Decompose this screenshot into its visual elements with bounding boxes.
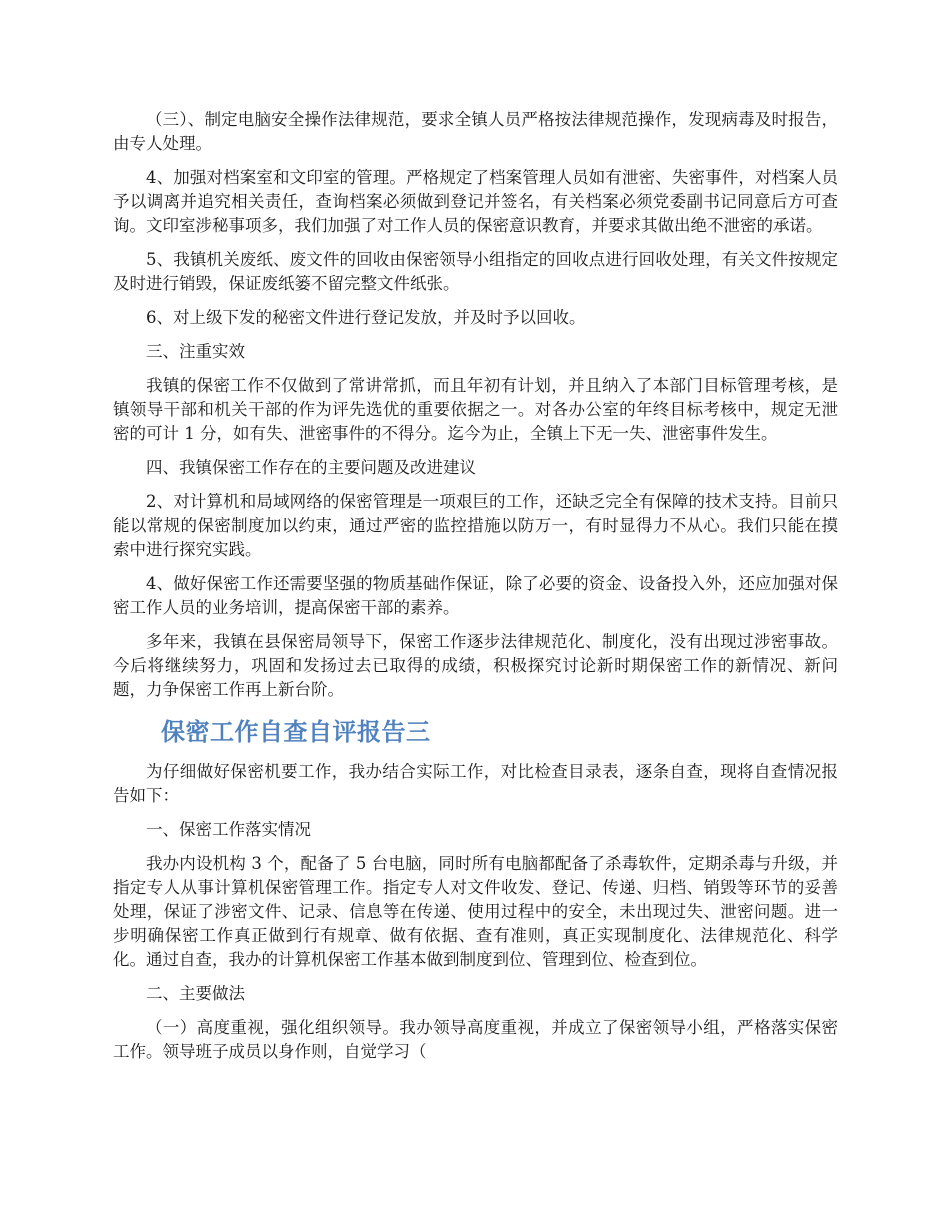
paragraph-effectiveness-details: 我镇的保密工作不仅做到了常讲常抓，而且年初有计划，并且纳入了本部门目标管理考核，是镇领导干部和机关干部的作为评先选优的重要依据之一。对各办公室的年终目标考核中，规定无泄密的可计 1 分，如有失、泄密事件的不得分。迄今为止，全镇上下无一失、泄密事件发生。 bbox=[113, 376, 838, 443]
paragraph-material-foundation: 4、做好保密工作还需要坚强的物质基础作保证，除了必要的资金、设备投入外，还应加强对保密工作人员的业务培训，提高保密干部的素养。 bbox=[113, 574, 838, 617]
paragraph-leadership: （一）高度重视，强化组织领导。我办领导高度重视，并成立了保密领导小组，严格落实保密工作。领导班子成员以身作则，自觉学习（ bbox=[113, 1018, 838, 1061]
paragraph-network-security-problem: 2、对计算机和局域网络的保密管理是一项艰巨的工作，还缺乏完全有保障的技术支持。目前只能以常规的保密制度加以约束，通过严密的监控措施以防万一，有时显得力不从心。我们只能在摸索中进行探究实践。 bbox=[113, 492, 838, 559]
report-title: 保密工作自查自评报告三 bbox=[161, 718, 431, 746]
paragraph-secret-document-registration: 6、对上级下发的秘密文件进行登记发放，并及时予以回收。 bbox=[146, 308, 586, 327]
paragraph-computer-security-rules: （三）、制定电脑安全操作法律规范，要求全镇人员严格按法律规范操作，发现病毒及时报告，由专人处理。 bbox=[113, 110, 838, 153]
paragraph-archive-management: 4、加强对档案室和文印室的管理。严格规定了档案管理人员如有泄密、失密事件，对档案人员予以调离并追究相关责任，查询档案必须做到登记并签名，有关档案必须党委副书记同意后方可查询。文印室涉秘事项多，我们加强了对工作人员的保密意识教育，并要求其做出绝不泄密的承诺。 bbox=[113, 168, 838, 235]
paragraph-waste-paper-recycling: 5、我镇机关废纸、废文件的回收由保密领导小组指定的回收点进行回收处理，有关文件按规定及时进行销毁，保证废纸篓不留完整文件纸张。 bbox=[113, 250, 838, 293]
section-heading-main-practices: 二、主要做法 bbox=[146, 984, 245, 1003]
document-page bbox=[113, 108, 838, 1074]
paragraph-implementation-details: 我办内设机构 3 个，配备了 5 台电脑，同时所有电脑都配备了杀毒软件，定期杀毒与升级，并指定专人从事计算机保密管理工作。指定专人对文件收发、登记、传递、归档、销毁等环节的妥善处理，保证了涉密文件、记录、信息等在传递、使用过程中的安全，未出现过失、泄密问题。进一步明确保密工作真正做到行有规章、做有依据、查有准则，真正实现制度化、法律规范化、科学化。通过自查，我办的计算机保密工作基本做到制度到位、管理到位、检查到位。 bbox=[113, 854, 838, 969]
section-heading-implementation: 一、保密工作落实情况 bbox=[146, 820, 311, 839]
section-heading-problems: 四、我镇保密工作存在的主要问题及改进建议 bbox=[146, 458, 476, 477]
section-heading-effectiveness: 三、注重实效 bbox=[146, 342, 245, 361]
paragraph-conclusion: 多年来，我镇在县保密局领导下，保密工作逐步法律规范化、制度化，没有出现过涉密事故。今后将继续努力，巩固和发扬过去已取得的成绩，积极探究讨论新时期保密工作的新情况、新问题，力争保密工作再上新台阶。 bbox=[113, 632, 838, 699]
paragraph-report-intro: 为仔细做好保密机要工作，我办结合实际工作，对比检查目录表，逐条自查，现将自查情况报告如下： bbox=[113, 762, 838, 805]
